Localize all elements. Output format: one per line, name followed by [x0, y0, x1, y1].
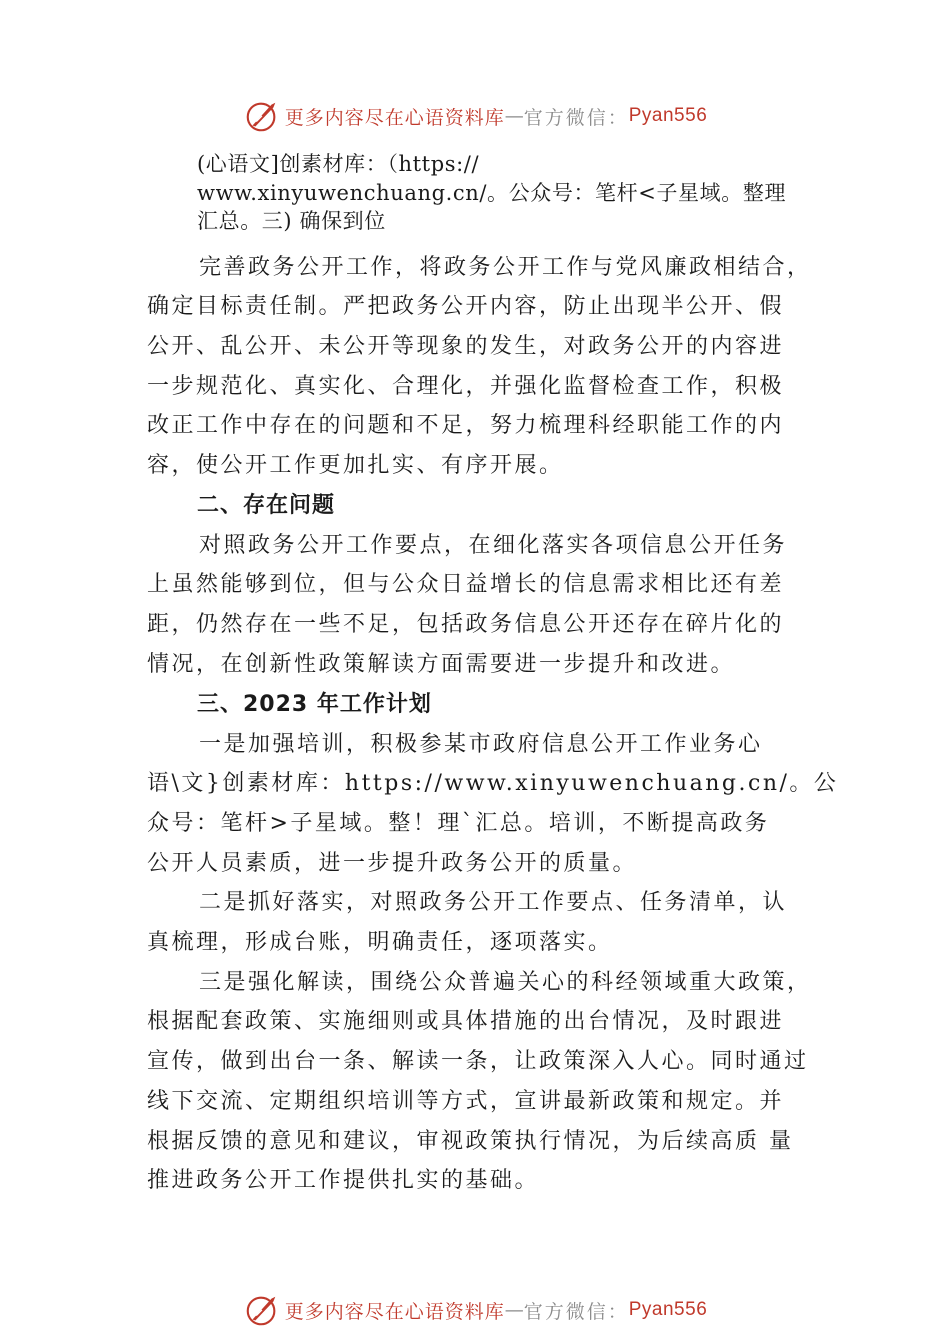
text-line: 根据反馈的意见和建议，审视政策执行情况，为后续高质 量	[147, 1128, 794, 1154]
quill-logo-icon	[243, 97, 281, 135]
section-heading-problems: 二、存在问题	[197, 492, 336, 518]
text-line: 上虽然能够到位，但与公众日益增长的信息需求相比还有差	[147, 572, 785, 598]
inserted-source-note	[197, 150, 827, 236]
banner-tagline: 更多内容尽在心语资料库	[284, 1300, 505, 1323]
text-line: www.xinyuwenchuang.cn/。公众号：笔杆<子星域。整理	[197, 180, 787, 205]
text-line: 一是加强培训，积极参某市政府信息公开工作业务心	[199, 731, 763, 757]
text-line: 公开人员素质，进一步提升政务公开的质量。	[147, 850, 638, 876]
header-banner	[0, 96, 950, 136]
document-body	[147, 150, 839, 1201]
text-line: 语\文}创素材库：https://www.xinyuwenchuang.cn/。公	[147, 771, 839, 797]
text-line: 一步规范化、真实化、合理化，并强化监督检查工作，积极	[147, 373, 785, 399]
paragraph-plan-interpretation	[147, 963, 827, 1201]
text-line: 公开、乱公开、未公开等现象的发生，对政务公开的内容进	[147, 333, 785, 359]
text-line: 容，使公开工作更加扎实、有序开展。	[147, 453, 564, 479]
banner-wechat-id: Pyan556	[628, 105, 708, 126]
text-line: (心语文]创素材库：（https://	[197, 152, 480, 176]
banner-wechat-label: 官方微信：	[523, 106, 629, 129]
paragraph-transparency-goals	[147, 248, 827, 486]
banner-tagline: 更多内容尽在心语资料库	[284, 106, 505, 129]
section-heading-plan: 三、2023 年工作计划	[197, 691, 432, 717]
quill-logo-icon	[243, 1291, 281, 1329]
banner-separator: —	[504, 105, 524, 127]
text-line: 根据配套政策、实施细则或具体措施的出台情况，及时跟进	[147, 1009, 785, 1035]
paragraph-plan-training	[147, 725, 839, 884]
text-line: 汇总。三) 确保到位	[197, 209, 386, 233]
paragraph-plan-implementation	[147, 883, 827, 962]
footer-banner	[0, 1290, 950, 1330]
banner-separator: —	[504, 1299, 524, 1321]
banner-wechat-id: Pyan556	[628, 1299, 708, 1320]
text-line: 对照政务公开工作要点，在细化落实各项信息公开任务	[199, 532, 788, 558]
text-line: 改正工作中存在的问题和不足，努力梳理科经职能工作的内	[147, 413, 785, 439]
paragraph-problems	[147, 526, 827, 685]
text-line: 二是抓好落实，对照政务公开工作要点、任务清单，认	[199, 890, 788, 916]
text-line: 真梳理，形成台账，明确责任，逐项落实。	[147, 930, 613, 956]
text-line: 完善政务公开工作，将政务公开工作与党风廉政相结合，	[199, 254, 812, 280]
text-line: 推进政务公开工作提供扎实的基础。	[147, 1168, 540, 1194]
text-line: 三是强化解读，围绕公众普遍关心的科经领域重大政策，	[199, 969, 812, 995]
banner-wechat-label: 官方微信：	[523, 1300, 629, 1323]
text-line: 确定目标责任制。严把政务公开内容，防止出现半公开、假	[147, 294, 785, 320]
text-line: 情况，在创新性政策解读方面需要进一步提升和改进。	[147, 651, 736, 677]
text-line: 众号：笔杆>子星域。整！理`汇总。培训，不断提高政务	[147, 810, 770, 836]
text-line: 宣传，做到出台一条、解读一条，让政策深入人心。同时通过	[147, 1049, 809, 1075]
text-line: 距，仍然存在一些不足，包括政务信息公开还存在碎片化的	[147, 612, 785, 638]
text-line: 线下交流、定期组织培训等方式，宣讲最新政策和规定。并	[147, 1088, 785, 1114]
